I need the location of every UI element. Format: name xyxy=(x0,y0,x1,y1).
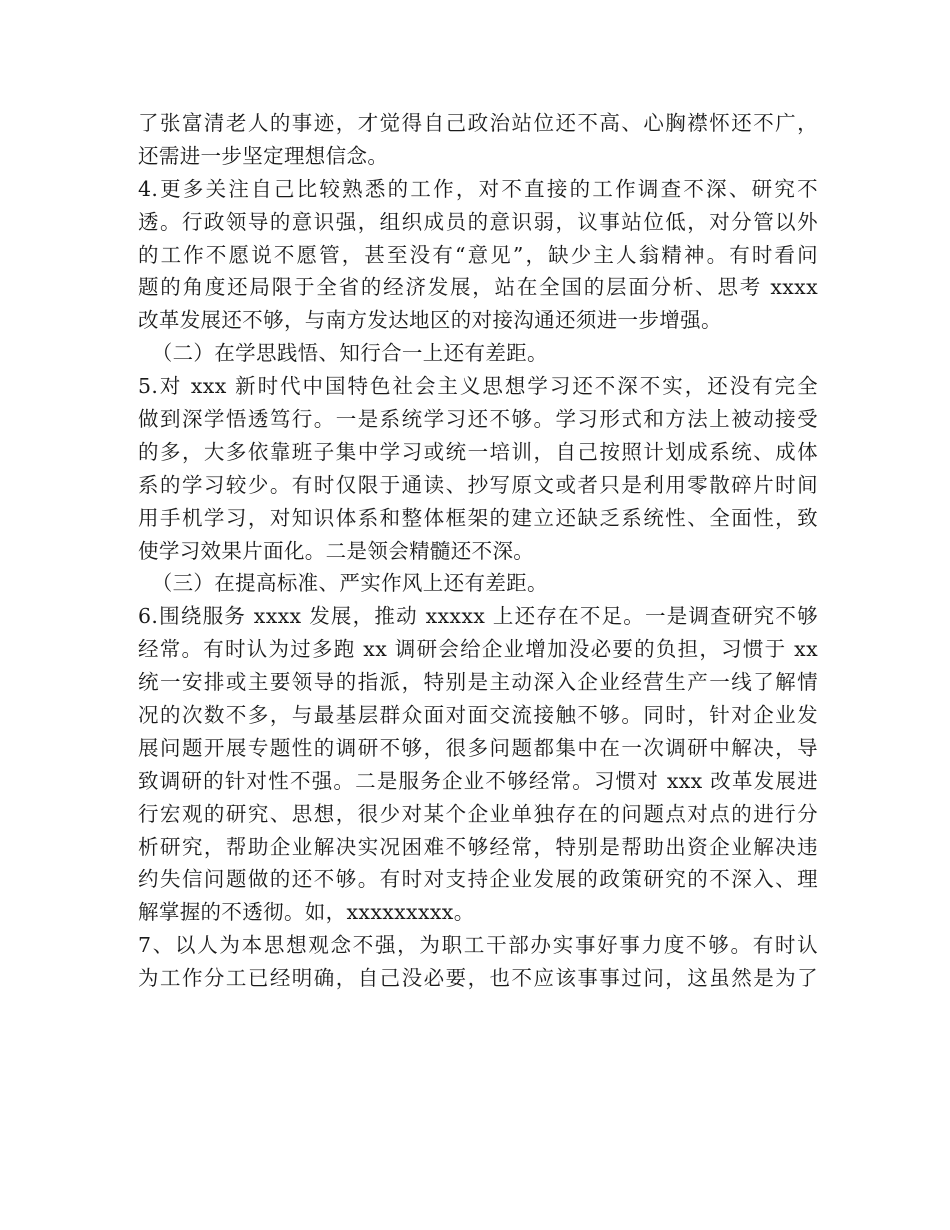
text-line: 况的次数不多，与最基层群众面对面交流接触不够。同时，针对企业发 xyxy=(138,703,818,728)
text-line: 为工作分工已经明确，自己没必要，也不应该事事过问，这虽然是为了 xyxy=(138,966,818,991)
text-line: 用手机学习，对知识体系和整体框架的建立还缺乏系统性、全面性，致 xyxy=(138,505,818,530)
text-line: 了张富清老人的事迹，才觉得自己政治站位还不高、心胸襟怀还不广， xyxy=(138,111,818,135)
text-line: 析研究，帮助企业解决实况困难不够经常，特别是帮助出资企业解决违 xyxy=(138,834,818,859)
text-line: 致调研的针对性不强。二是服务企业不够经常。习惯对 xxx 改革发展进 xyxy=(138,768,818,793)
text-line: 解掌握的不透彻。如，xxxxxxxxx。 xyxy=(138,900,475,925)
text-line: 约失信问题做的还不够。有时对支持企业发展的政策研究的不深入、理 xyxy=(138,867,818,892)
text-line: 统一安排或主要领导的指派，特别是主动深入企业经营生产一线了解情 xyxy=(138,670,818,695)
text-line: 使学习效果片面化。二是领会精髓还不深。 xyxy=(138,538,535,563)
text-line: 6.围绕服务 xxxx 发展，推动 xxxxx 上还存在不足。一是调查研究不够 xyxy=(138,604,818,629)
text-line: 透。行政领导的意识强，组织成员的意识弱，议事站位低，对分管以外 xyxy=(138,209,818,234)
text-line: 经常。有时认为过多跑 xx 调研会给企业增加没必要的负担，习惯于 xx xyxy=(138,637,818,662)
text-line: 展问题开展专题性的调研不够，很多问题都集中在一次调研中解决，导 xyxy=(138,735,818,760)
text-line: 做到深学悟透笃行。一是系统学习还不够。学习形式和方法上被动接受 xyxy=(138,407,818,432)
document-body xyxy=(138,107,818,995)
section-heading: （二）在学思践悟、知行合一上还有差距。 xyxy=(138,341,548,366)
text-line: 行宏观的研究、思想，很少对某个企业单独存在的问题点对点的进行分 xyxy=(138,801,818,826)
text-line: 还需进一步坚定理想信念。 xyxy=(138,143,389,168)
text-line: 的工作不愿说不愿管，甚至没有“意见”，缺少主人翁精神。有时看问 xyxy=(138,242,818,267)
text-line: 系的学习较少。有时仅限于通读、抄写原文或者只是利用零散碎片时间 xyxy=(138,472,818,497)
text-line: 4.更多关注自己比较熟悉的工作，对不直接的工作调查不深、研究不 xyxy=(138,176,818,201)
text-line: 的多，大多依靠班子集中学习或统一培训，自己按照计划成系统、成体 xyxy=(138,439,818,464)
text-line: 7、以人为本思想观念不强，为职工干部办实事好事力度不够。有时认 xyxy=(138,933,818,958)
text-line: 题的角度还局限于全省的经济发展，站在全国的层面分析、思考 xxxx xyxy=(138,275,818,300)
section-heading: （三）在提高标准、严实作风上还有差距。 xyxy=(138,571,548,596)
text-line: 改革发展还不够，与南方发达地区的对接沟通还须进一步增强。 xyxy=(138,308,722,333)
text-line: 5.对 xxx 新时代中国特色社会主义思想学习还不深不实，还没有完全 xyxy=(138,374,818,399)
